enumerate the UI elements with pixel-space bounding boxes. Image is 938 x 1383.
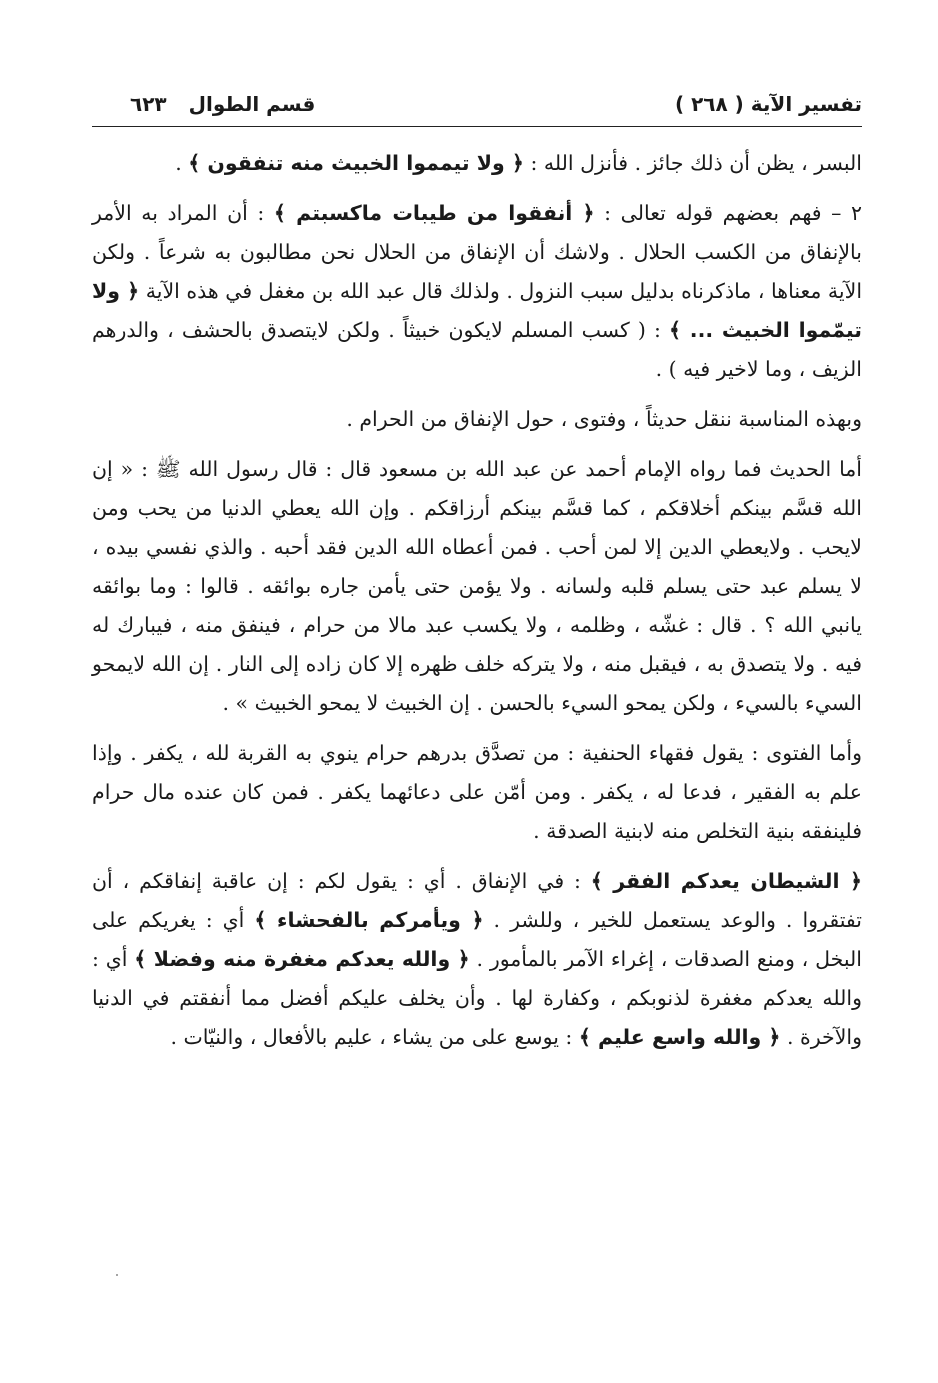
text-run: أما الحديث فما رواه الإمام أحمد عن عبد الله بن مسعود قال : قال رسول الله ﷺ : « إن الله قسَّم بينكم أخلاقكم ، كما قسَّم بينكم أرزاقكم . وإن الله يعطي الدنيا من يحب ومن لايحب . ولايعطي الدين إلا لمن أحب . فمن أعطاه الله الدين فقد أحبه . والذي نفسي بيده ، لا يسلم عبد حتى يسلم قلبه ولسانه . ولا يؤمن حتى يأمن جاره بوائقه . قالوا : وما بوائقه يانبي الله ؟ . قال : غشّه ، وظلمه ، ولا يكسب عبد مالا من حرام ، فينفق منه ، فيبارك له فيه . ولا يتصدق به ، فيقبل منه ، ولا يتركه خلف ظهره إلا كان زاده إلى النار . إن الله لايمحو السيء بالسيء ، ولكن يمحو السيء بالحسن . إن الخبيث لا يمحو الخبيث » . xyxy=(92,457,862,715)
paragraph xyxy=(92,862,862,1057)
quran-quote: ﴿ الشيطان يعدكم الفقر ﴾ xyxy=(590,869,862,893)
header-page-number: ٦٢٣ xyxy=(130,92,167,116)
page-header xyxy=(92,86,862,127)
header-left xyxy=(108,92,315,116)
header-verse-title: تفسير الآية ( ٢٦٨ ) xyxy=(674,92,862,116)
header-section-title: قسم الطوال xyxy=(188,92,316,116)
text-run: : في الإنفاق . أي : يقول لكم : إن عاقبة إنفاقكم ، أن تفتقروا . والوعد يستعمل للخير ، وللشر . xyxy=(92,869,862,932)
quran-quote: ﴿ والله واسع عليم ﴾ xyxy=(578,1025,781,1049)
paragraph xyxy=(92,450,862,723)
text-run: وأما الفتوى : يقول فقهاء الحنفية : من تصدَّق بدرهم حرام ينوي به القربة لله ، يكفر . وإذا علم به الفقير ، فدعا له ، يكفر . ومن أمّن على دعائهما يكفر . فمن كان عنده مال حرام فلينفقه بنية التخلص منه لابنية الصدقة . xyxy=(92,741,862,843)
quran-quote: ﴿ أنفقوا من طيبات ماكسبتم ﴾ xyxy=(273,201,595,225)
paragraph xyxy=(92,194,862,389)
paragraph xyxy=(92,400,862,439)
scan-speck xyxy=(116,1274,118,1276)
quran-quote: ﴿ ولا تيمّموا الخبيث ... ﴾ xyxy=(92,279,863,342)
text-run: : ( كسب المسلم لايكون خبيثاً . ولكن لايتصدق بالحشف ، والدرهم الزيف ، وما لاخير فيه ) . xyxy=(92,318,862,381)
text-run: وبهذه المناسبة ننقل حديثاً ، وفتوى ، حول الإنفاق من الحرام . xyxy=(346,407,862,431)
text-run: : يوسع على من يشاء ، عليم بالأفعال ، والنيّات . xyxy=(170,1025,579,1049)
text-run: ٢ – فهم بعضهم قوله تعالى : xyxy=(594,201,863,225)
main-text xyxy=(92,144,862,1057)
text-run: البسر ، يظن أن ذلك جائز . فأنزل الله : xyxy=(523,151,862,175)
paragraph xyxy=(92,144,862,183)
paragraph xyxy=(92,734,862,851)
quran-quote: ﴿ ويأمركم بالفحشاء ﴾ xyxy=(254,908,484,932)
page xyxy=(92,0,862,1383)
quran-quote: ﴿ والله يعدكم مغفرة منه وفضلا ﴾ xyxy=(134,947,470,971)
text-run: . xyxy=(175,151,189,175)
text-run: أي : يغريكم على البخل ، ومنع الصدقات ، إغراء الآمر بالمأمور . xyxy=(92,908,863,971)
text-run: : أن المراد به الأمر بالإنفاق من الكسب الحلال . ولاشك أن الإنفاق من الحلال نحن مطالبون به شرعاً . ولكن الآية معناها ، ماذكرناه بدليل سبب النزول . ولذلك قال عبد الله بن مغفل في هذه الآية xyxy=(92,201,863,303)
text-run: أي : والله يعدكم مغفرة لذنوبكم ، وكفارة لها . وأن يخلف عليكم أفضل مما أنفقتم في الدنيا والآخرة . xyxy=(92,947,862,1049)
quran-quote: ﴿ ولا تيمموا الخبيث منه تنفقون ﴾ xyxy=(188,151,524,175)
